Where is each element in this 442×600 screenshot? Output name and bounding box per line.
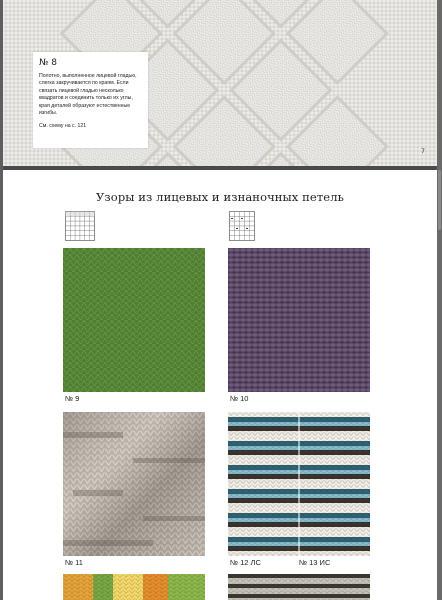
knitting-chart-9 [65,211,95,241]
swatch-14-partial [63,574,205,600]
swatch-11-marled-grey [63,412,205,556]
page-number: 7 [421,148,425,155]
current-page [3,170,437,600]
section-title: Узоры из лицевых и изнаночных петель [96,190,344,204]
swatch-9-green-knit [63,248,205,392]
swatch-10-purple-garter [228,248,370,392]
knitting-chart-10 [229,211,255,241]
swatch-12-13-stripes [228,412,370,556]
previous-page [3,0,437,166]
swatch-caption-10: № 10 [230,394,249,403]
pattern-info-box [33,52,148,148]
pattern-description: Полотно, выполненное лицевой гладью, слегка закручивается по краям. Если связать лицевой гладью несколько квадратов и соединить только их углы, края деталей образуют естественные изгибы. [39,73,137,117]
swatch-15-partial [228,574,370,600]
swatch-caption-11: № 11 [65,558,83,567]
pattern-number: № 8 [39,58,57,68]
swatch-caption-13: № 13 ИС [299,558,331,567]
vertical-scrollbar[interactable] [437,0,442,600]
swatch-caption-12: № 12 ЛС [230,558,261,567]
scrollbar-thumb[interactable] [438,170,441,230]
swatch-caption-9: № 9 [65,394,80,403]
schema-reference: См. схему на с. 121 [39,123,87,130]
